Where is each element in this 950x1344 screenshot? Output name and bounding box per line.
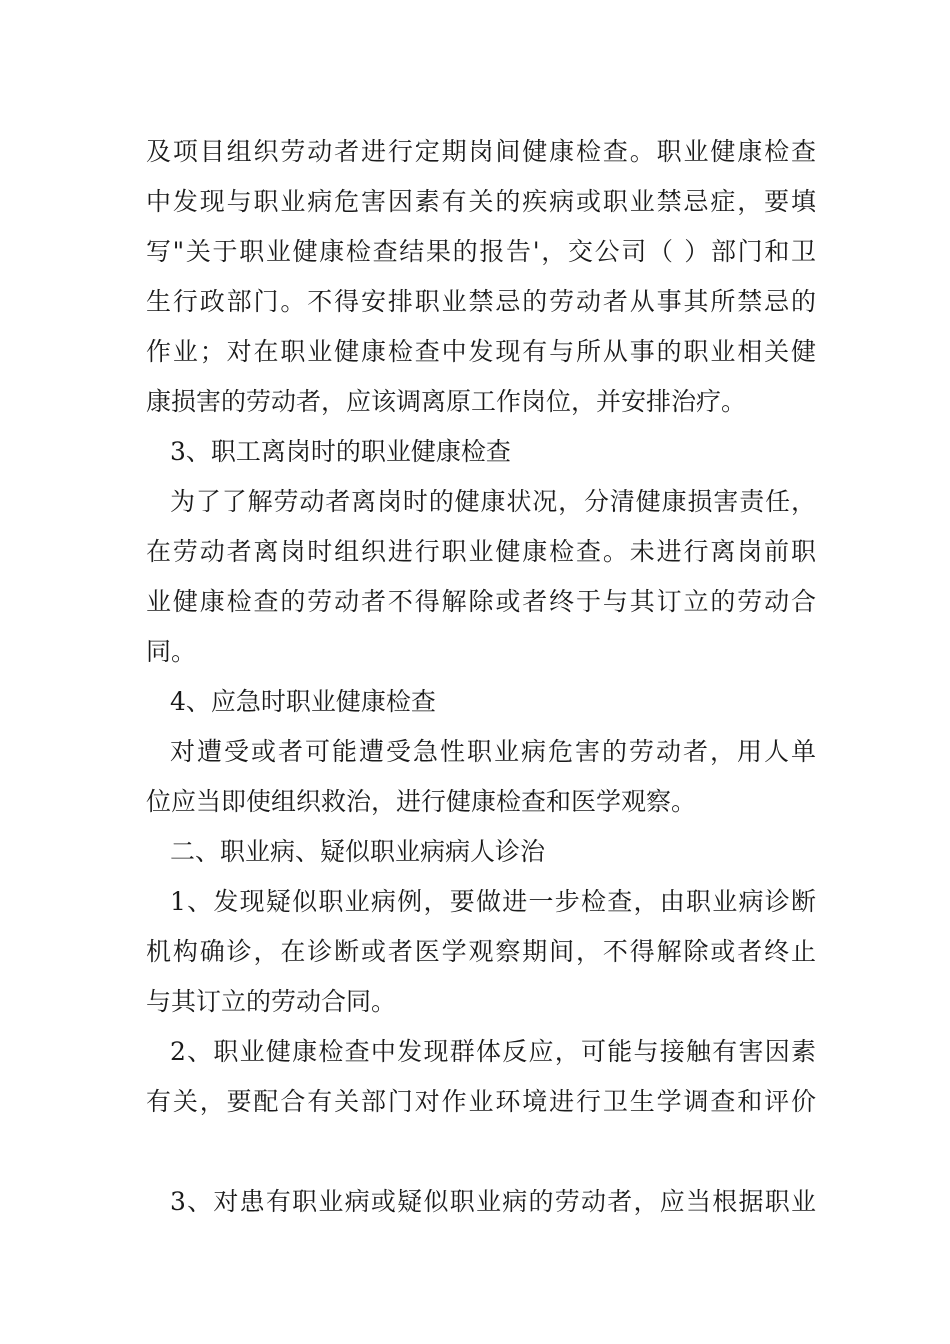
text-line: 为了了解劳动者离岗时的健康状况，分清健康损害责任， xyxy=(170,487,816,516)
text-line: 及项目组织劳动者进行定期岗间健康检查。职业健康检查 xyxy=(146,137,816,166)
section-heading: 3、职工离岗时的职业健康检查 xyxy=(170,437,511,466)
text-line: 业健康检查的劳动者不得解除或者终于与其订立的劳动合 xyxy=(146,587,816,616)
text-line: 在劳动者离岗时组织进行职业健康检查。未进行离岗前职 xyxy=(146,537,816,566)
text-line: 有关，要配合有关部门对作业环境进行卫生学调查和评价 xyxy=(146,1087,816,1116)
text-line: 康损害的劳动者，应该调离原工作岗位，并安排治疗。 xyxy=(146,387,747,416)
text-line: 1、发现疑似职业病例，要做进一步检查，由职业病诊断 xyxy=(170,887,816,916)
text-line: 机构确诊，在诊断或者医学观察期间，不得解除或者终止 xyxy=(146,937,816,966)
text-line: 2、职业健康检查中发现群体反应，可能与接触有害因素 xyxy=(170,1037,816,1066)
text-line: 写"关于职业健康检查结果的报告'，交公司（ ）部门和卫 xyxy=(146,237,816,266)
text-line: 对遭受或者可能遭受急性职业病危害的劳动者，用人单 xyxy=(170,737,816,766)
text-line: 位应当即使组织救治，进行健康检查和医学观察。 xyxy=(146,787,697,816)
text-line: 中发现与职业病危害因素有关的疾病或职业禁忌症，要填 xyxy=(146,187,816,216)
text-line: 同。 xyxy=(146,637,197,666)
text-line: 与其订立的劳动合同。 xyxy=(146,987,397,1016)
section-heading: 4、应急时职业健康检查 xyxy=(170,687,436,716)
text-line: 3、对患有职业病或疑似职业病的劳动者，应当根据职业 xyxy=(170,1187,816,1216)
text-line: 作业；对在职业健康检查中发现有与所从事的职业相关健 xyxy=(146,337,816,366)
text-line: 生行政部门。不得安排职业禁忌的劳动者从事其所禁忌的 xyxy=(146,287,816,316)
section-heading: 二、职业病、疑似职业病病人诊治 xyxy=(170,837,546,866)
